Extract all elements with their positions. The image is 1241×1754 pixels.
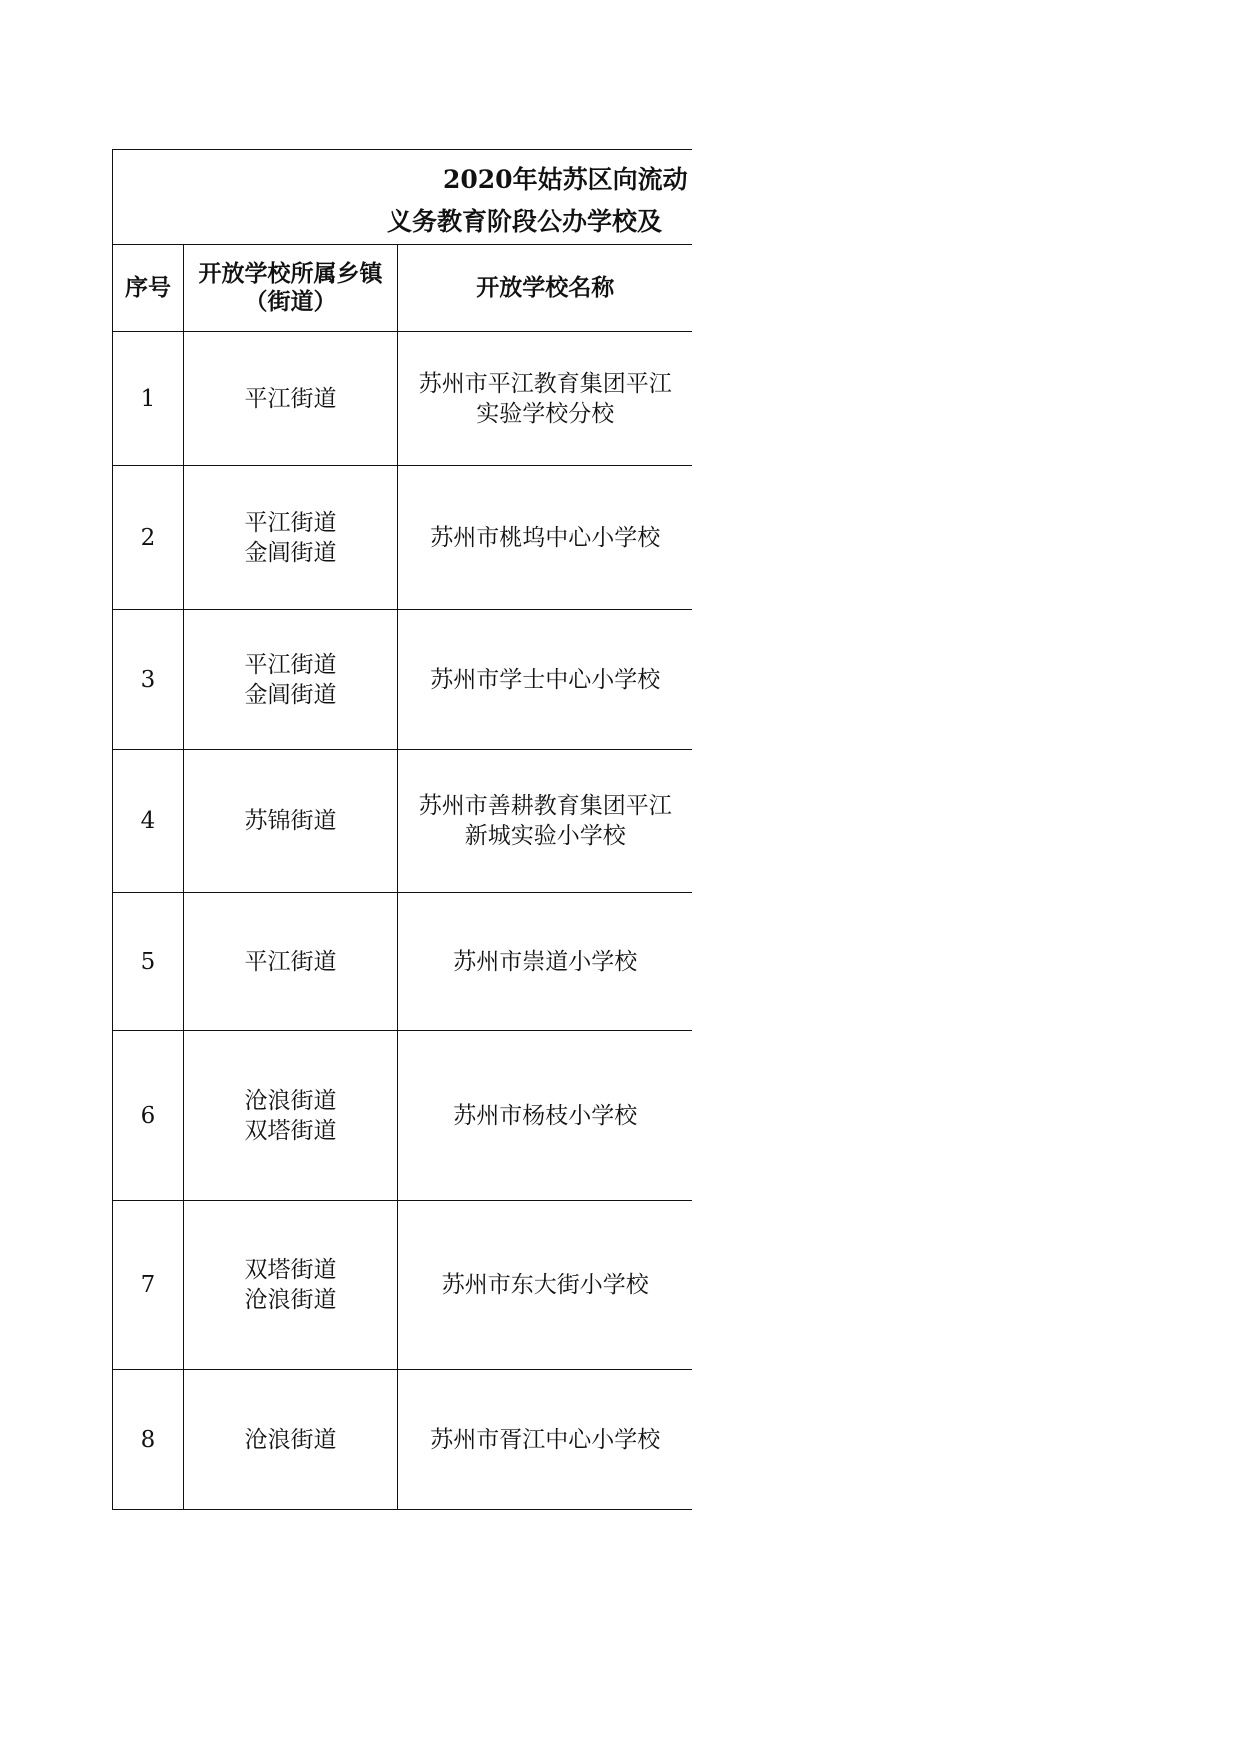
row-school: [398, 750, 693, 893]
table-title: [113, 150, 693, 245]
title-line-2: 义务教育阶段公办学校及: [387, 207, 663, 236]
table-row: [113, 1031, 693, 1201]
district-line: 沧浪街道: [244, 1087, 337, 1114]
row-index: 7: [113, 1201, 184, 1370]
spreadsheet-page: [112, 149, 692, 1514]
table-row: [113, 750, 693, 893]
district-line: 平江街道: [244, 385, 337, 412]
district-line: 双塔街道: [244, 1257, 337, 1283]
row-index: 2: [113, 466, 184, 610]
row-index: 8: [113, 1370, 184, 1510]
table-row: [113, 1201, 693, 1370]
row-district: [184, 750, 398, 893]
row-school: [398, 332, 693, 466]
row-index: 5: [113, 893, 184, 1031]
school-line: 苏州市东大街小学校: [441, 1272, 649, 1298]
row-school: [398, 893, 693, 1031]
school-line: 新城实验小学校: [464, 823, 626, 849]
row-district: [184, 466, 398, 610]
row-school: [398, 466, 693, 610]
school-line: 苏州市杨枝小学校: [453, 1102, 638, 1129]
table-row: [113, 1370, 693, 1510]
row-school: [398, 1201, 693, 1370]
row-index: 4: [113, 750, 184, 893]
header-district-line-2: （街道）: [244, 289, 337, 315]
table-row: [113, 332, 693, 466]
district-line: 金阊街道: [244, 681, 337, 708]
school-line: 实验学校分校: [476, 400, 615, 427]
header-school: 开放学校名称: [398, 245, 693, 332]
row-school: [398, 610, 693, 750]
district-line: 双塔街道: [244, 1117, 337, 1144]
table-row: [113, 893, 693, 1031]
header-row: [113, 245, 693, 332]
district-line: 金阊街道: [244, 539, 337, 566]
title-row: [113, 150, 693, 245]
header-district: [184, 245, 398, 332]
row-district: [184, 332, 398, 466]
row-district: [184, 1031, 398, 1201]
title-line-1: 2020年姑苏区向流动: [443, 165, 688, 194]
row-school: [398, 1370, 693, 1510]
row-index: 6: [113, 1031, 184, 1201]
district-line: 平江街道: [244, 651, 337, 678]
row-district: [184, 1370, 398, 1510]
district-line: 沧浪街道: [244, 1426, 337, 1453]
row-index: 3: [113, 610, 184, 750]
header-district-line-1: 开放学校所属乡镇: [198, 261, 383, 287]
school-table: [112, 149, 692, 1510]
school-line: 苏州市平江教育集团平江: [418, 370, 672, 397]
table-row: [113, 466, 693, 610]
district-line: 平江街道: [244, 948, 337, 975]
header-index: 序号: [113, 245, 184, 332]
row-index: 1: [113, 332, 184, 466]
row-district: [184, 610, 398, 750]
table-row: [113, 610, 693, 750]
school-line: 苏州市崇道小学校: [453, 948, 638, 975]
row-district: [184, 1201, 398, 1370]
district-line: 沧浪街道: [244, 1287, 337, 1313]
school-line: 苏州市桃坞中心小学校: [430, 524, 661, 551]
school-line: 苏州市学士中心小学校: [430, 666, 661, 693]
row-district: [184, 893, 398, 1031]
row-school: [398, 1031, 693, 1201]
school-line: 苏州市胥江中心小学校: [430, 1426, 661, 1453]
district-line: 平江街道: [244, 509, 337, 536]
school-line: 苏州市善耕教育集团平江: [418, 793, 672, 819]
district-line: 苏锦街道: [244, 808, 337, 834]
